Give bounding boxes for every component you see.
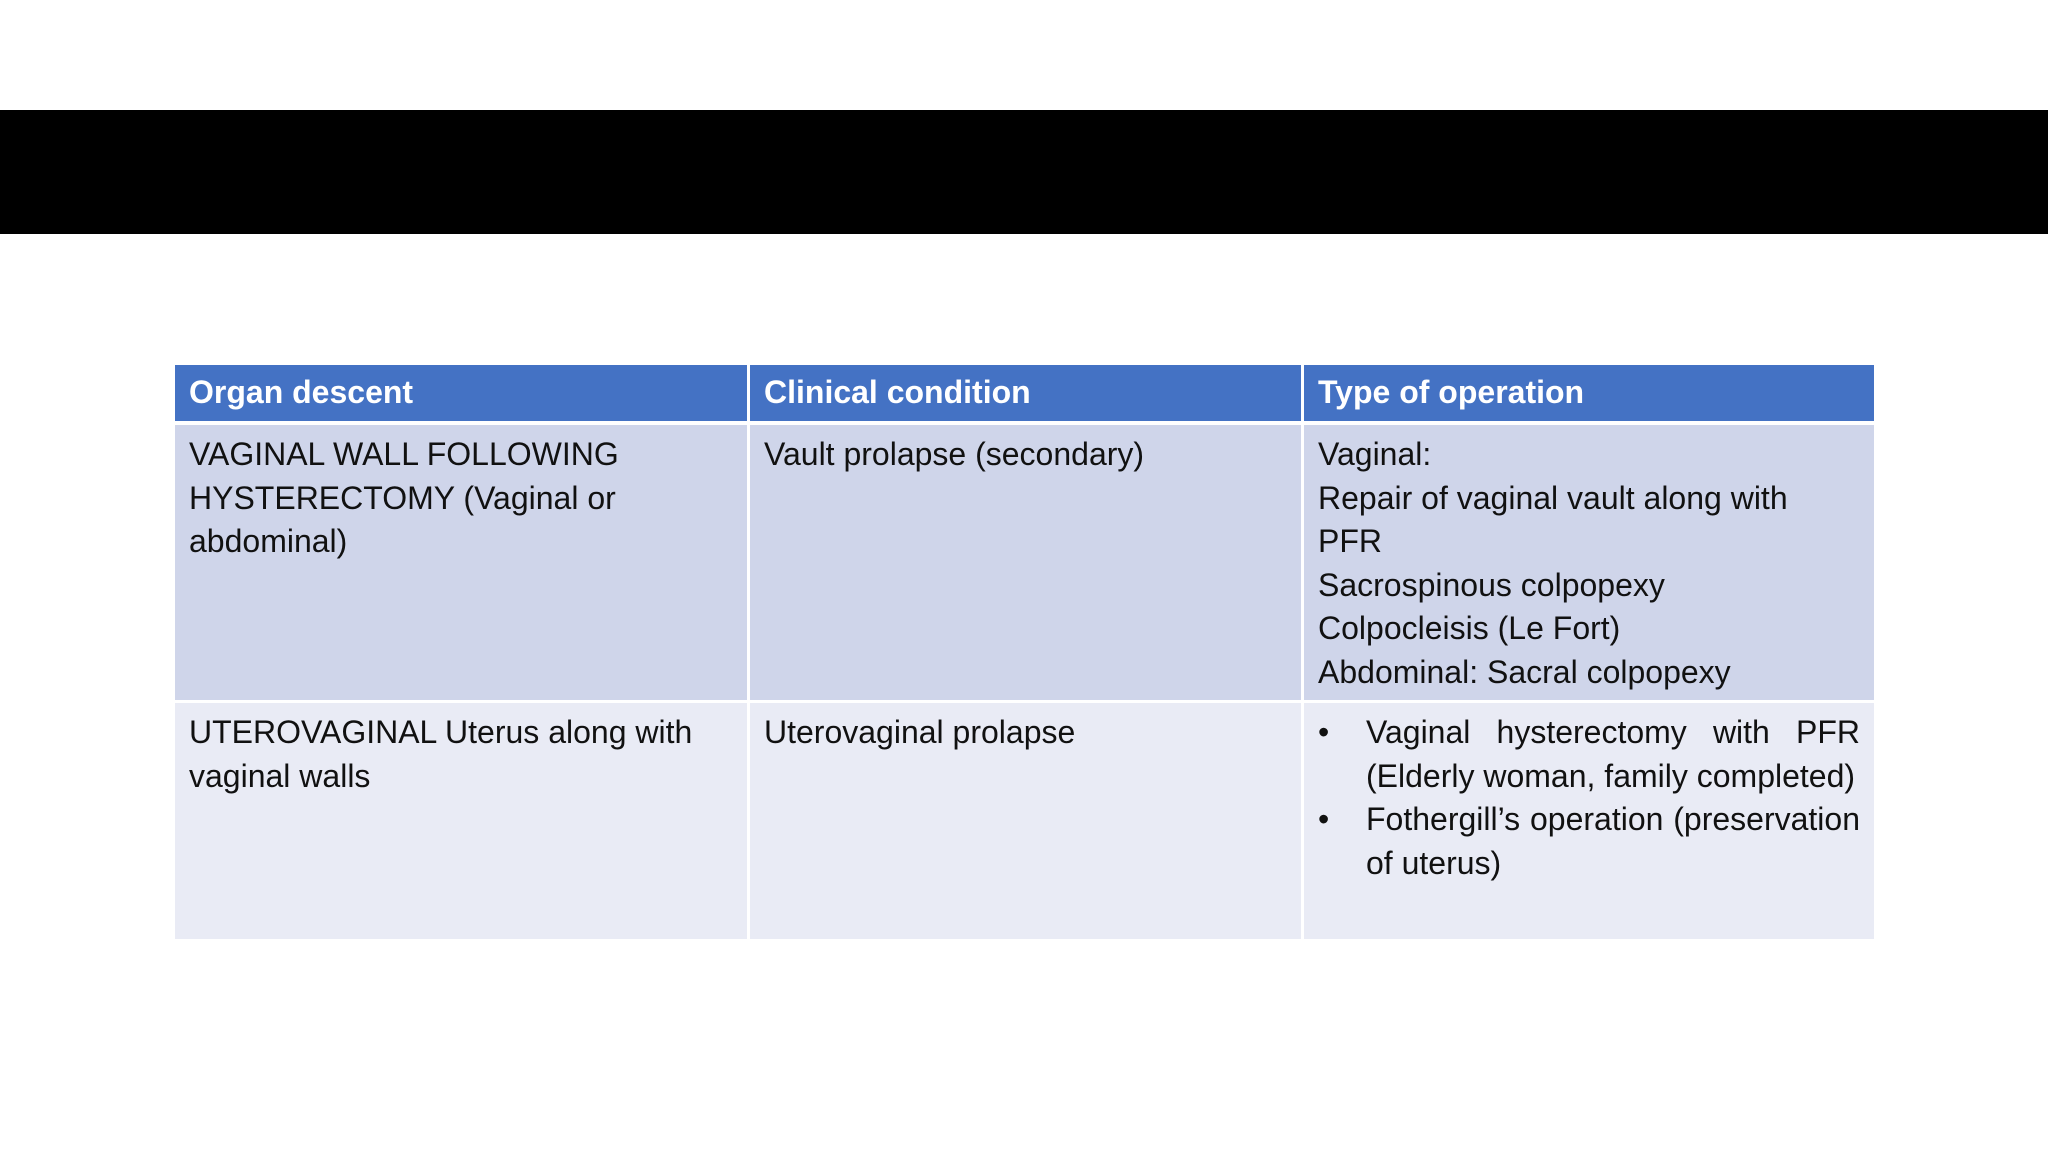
table-row: [175, 425, 1874, 703]
table-header-row: [175, 365, 1874, 425]
cell-clinical-condition: Vault prolapse (secondary): [747, 425, 1301, 703]
operation-bullet-item: [1318, 798, 1860, 885]
cell-type-of-operation: [1301, 425, 1874, 703]
bullet-text: Vaginal hysterectomy with PFR (Elderly woman, family completed): [1366, 714, 1860, 794]
operation-bullet-item: [1318, 711, 1860, 798]
cell-organ-descent: UTEROVAGINAL Uterus along with vaginal walls: [175, 703, 747, 939]
cell-clinical-condition: Uterovaginal prolapse: [747, 703, 1301, 939]
operation-line: Sacrospinous colpopexy: [1318, 566, 1665, 603]
operation-line: Colpocleisis (Le Fort): [1318, 610, 1621, 646]
cell-type-of-operation: [1301, 703, 1874, 939]
header-clinical-condition: Clinical condition: [747, 365, 1301, 425]
bullet-icon: •: [1318, 801, 1330, 837]
cell-organ-descent: VAGINAL WALL FOLLOWING HYSTERECTOMY (Vaginal or abdominal): [175, 425, 747, 703]
header-type-of-operation: Type of operation: [1301, 365, 1874, 425]
bullet-icon: •: [1318, 714, 1330, 750]
operation-bullet-list: [1318, 711, 1860, 885]
operation-line: Vaginal:: [1318, 436, 1432, 472]
procedures-table: [175, 365, 1874, 939]
bullet-text: Fothergill’s operation (preservation of uterus): [1366, 801, 1860, 881]
table-row: [175, 703, 1874, 939]
operation-line: Repair of vaginal vault along with PFR: [1318, 479, 1788, 559]
title-band: [0, 110, 2048, 234]
header-organ-descent: Organ descent: [175, 365, 747, 425]
operation-line: Abdominal: Sacral colpopexy: [1318, 653, 1731, 690]
